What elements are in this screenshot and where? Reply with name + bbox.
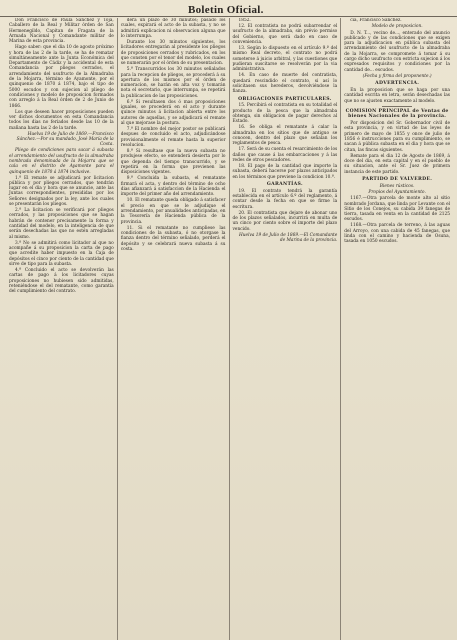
paragraph: 8.ª Si resultase que la nueva subasta no produjese efecto, se entenderá desierta por lo que dependa del tiempo transcurrido, y se repetirá en la forma que previenen las disposiciones vigentes. — [120, 149, 226, 176]
section-heading: PARTIDO DE VALVERDE. — [362, 176, 433, 182]
paragraph: 15. Percibirá el contratista en su totalidad el producto de la pesca que la almadraba obtenga, sin obligacion de pagar derechos al Estado. — [232, 103, 338, 125]
paragraph: cia, Francisco Sánchez. — [350, 18, 402, 23]
paragraph: D. N. T..., vecino de..., enterado del anuncio publicado y de las condiciones que se exigen para la adjudicacion en pública subasta del arrendamiento del usufructo de la almadraba de la Mojarra, se compromete á tomar á su cargo dicho usufructo con estricta sujecion á los expresados requisitos y condiciones por la cantidad de... escudos. — [344, 30, 450, 73]
section-heading: OBLIGACIONES PARTICULARES. — [238, 96, 332, 102]
page-title: Boletin Oficial. — [188, 4, 264, 16]
paragraph: Durante los 30 minutos siguientes, los licitadores entregarán al presidente los pliegos de proposiciones cerrados y rubricados, en los que consten por el tenor del modelo, los cuales se numerarán por el órden de su presentacion. — [120, 39, 226, 67]
paragraph: Por disposicion del Sr. Gobernador civil de esta provincia, y en virtud de las leyes de primero de mayo de 1855 y once de julio de 1856 é instrucciones para su cumplimiento, se sacan á pública subasta en el dia y hora que se citan, las fincas siguientes. — [344, 121, 450, 153]
paragraph: 7.ª El nombre del mejor postor se publicará despues de concluido el acto, adjudicándose provisionalmente el remate hasta la superior resolucion. — [120, 127, 226, 149]
paragraph: dera un plazo de 30 minutos; pasado los cuales, expirará el acto de la subasta, y no se admitirá explicacion ni observacion alguna que lo interrumpa. — [120, 18, 226, 39]
paragraph: 3.ª No se admitirá como licitador al que no acompañe á su proposicion la carta de pago que acredite haber impuesto en la Caja de depósitos el cinco por ciento de la cantidad que sirve de tipo para la subasta. — [9, 240, 114, 267]
paragraph: 10. El rematante queda obligado á satisfacer el precio en que se le adjudique el arrendamiento, por anualidades anticipadas, en la Tesorería de Hacienda pública de la provincia. — [120, 198, 226, 225]
column-1 — [6, 18, 118, 640]
paragraph: 17. Será de su cuenta el resarcimiento de los daños que cause á las embarcaciones y á las redes de otros pescadores. — [232, 147, 338, 163]
paragraph: 16. Se obliga el rematante á calar la almadraba en los sitios que de antiguo se conocen, dentro del plazo que señalan los reglamentos de pesca. — [232, 125, 338, 147]
paragraph: 1.ª El remate se adjudicará por licitacion pública y por pliegos cerrados, que tendrán lugar en el dia y hora que se anuncie, ante las Juntas correspondientes, presididas por los Señores designados por la ley, ante los cuales se presentarán los pliegos. — [9, 175, 114, 208]
paragraph: 2.ª La licitacion se verificará por pliegos cerrados, y las proposiciones que se hagan habrán de contener precisamente la forma y cantidad del modelo, en la inteligencia de que serán desechadas las que no estén arregladas al mismo. — [9, 208, 114, 240]
column-3 — [230, 18, 342, 640]
divider — [382, 106, 412, 107]
section-heading: GARANTÍAS. — [266, 181, 303, 187]
section-heading: ADVERTENCIA. — [375, 81, 420, 87]
paragraph: 18. El pago de la cantidad que importe la subasta, deberá hacerse por plazos anticipados en los términos que previene la condicion 10.ª. — [232, 164, 338, 180]
paragraph: Remate para el dia 12 de Agosto de 1869, á doce del dia, en esta capital y en el pueblo de su situacion, ante el Sr. Juez de primera instancia de este partido. — [344, 153, 450, 175]
paragraph: 12. El contratista no podrá subarrendar el usufructo de la almadraba, sin prévio permiso del Gobierno, que será dado en caso de conveniencia. — [232, 24, 338, 45]
paragraph: 1852. — [238, 18, 251, 23]
column-4 — [341, 18, 453, 640]
paragraph: Modelo de proposicion. — [371, 24, 423, 30]
paragraph: 19. El contrato tendrá la garantía establecida en el artículo 6.º del reglamento, á contar desde la fecha en que se firme la escritura. — [232, 188, 338, 210]
paragraph: 14. En caso de muerte del contratista, quedará rescindido el contrato, si así lo solicitasen sus herederos, devolviéndose la fianza. — [232, 73, 338, 95]
paragraph: 13. Según lo dispuesto en el artículo 9.º del mismo Real decreto, el contrato no podrá someterse á juicio arbitral, y las cuestiones que pudieran suscitarse se resolverán por la via administrativa. — [232, 46, 338, 73]
paragraph: En la proposicion que se haga por una cantidad escrita en letra, serán desechadas las que no se ajusten exactamente al modelo. — [344, 88, 450, 104]
paragraph: 1168.—Otra parcela de terreno, á las aguas del Arroyo, con una cabida de 45 fanegas, que linda con el camino y hacienda de Osuna, tasada en 1050 escudos. — [344, 223, 450, 245]
paragraph: Don Francisco de Paula Sánchez y Toja, Caballero de la Real y Militar órden de San Hermenegildo, Capitan de Fragata de la Armada Nacional y Comandante militar de Marina de esta provincia. — [9, 18, 114, 45]
columns — [6, 18, 453, 640]
paragraph: 4.ª Concluido el acto se devolverán las cartas de pago á los licitadores cuyas proposiciones no hubiesen sido admitidas, reteniéndose el del rematante, como garantía del cumplimiento del contrato. — [9, 268, 114, 295]
signature-line: Huelva 19 de Julio de 1869.—Francisco Sánchez.—Por su mandado, José María de la Costa. — [16, 131, 114, 148]
paragraph: Los que deseen hacer proposiciones pueden ver dichos documentos en esta Comandancia todos los dias no feriados desde las 10 de la mañana hasta las 2 de la tarde. — [9, 109, 114, 131]
column-2 — [118, 18, 230, 640]
paragraph: 9.ª Concluida la subasta, el rematante firmará el acta, y dentro del término de ocho dias afianzará á satisfaccion de la Hacienda el importe del primer año del arrendamiento. — [120, 176, 226, 198]
paragraph: 11. Si el rematante no cumpliese las condiciones de la subasta, ó no otorgase la fianza dentro del término señalado, perderá el depósito y se celebrará nueva subasta á su costa. — [120, 225, 226, 252]
paragraph: 5.ª Transcurridos los 30 minutos señalados para la recepcion de pliegos, se procederá á su apertura de los mismos por el órden de numeracion, se harán en alta voz y tomarán nota el secretario, que interrumpa, se repetirá la publicacion de las proposiciones. — [120, 67, 226, 99]
paragraph: Bienes rústicos. — [379, 183, 415, 189]
paragraph: 1167.—Otra parcela de monte alto al sitio nombrado Jordana, que linda por Levante con el Sitio de los Conejos, su cabida 39 fanegas de tierra, tasada en venta en la cantidad de 2125 escudos. — [344, 196, 450, 223]
paragraph: Propios del Ayuntamiento. — [368, 189, 426, 195]
paragraph: 6.ª Si resultasen dos ó mas proposiciones iguales, se procederá en el acto y durante quince minutos á licitacion abierta entre los autores de aquellas, y se adjudicará el remate al que mejorase la postura. — [120, 99, 226, 127]
signature-line: Huelva 19 de Julio de 1869.—El Comandante de Marina de la provincia. — [239, 232, 338, 243]
masthead — [0, 0, 457, 17]
paragraph: Pliego de condiciones para sacar á subasta el arrendamiento del usufructo de la almadraba nombrada denominada de la Mojarra que se cala en el distrito de Ayamonte para el quinquenio de 1870 á 1874 inclusive. — [9, 148, 114, 175]
paragraph: Hago saber: que el dia 10 de agosto próximo y hora de las 2 de la tarde, se ha de rematar simultáneamente ante la Junta Económica del Departamento de Cádiz y la accidental de esta Comandancia por pliegos cerrados, el arrendamiento del usufructo de la Almadraba de la Mojarra, término de Ayamonte, por el quinquenio de 1870 á 1874, bajo el tipo de 5000 escudos y con sujecion al pliego de condiciones y modelo de proposicion formados con arreglo á la Real órden de 2 de Junio de 1866. — [9, 45, 114, 109]
paragraph: (Fecha y firma del proponente.) — [362, 73, 432, 79]
section-heading: COMISION PRINCIPAL de Ventas de bienes Nacionales de la provincia. — [345, 108, 449, 120]
paragraph: 20. El contratista que dejare de abonar uno de los plazos señalados, incurrirá en multa de un cinco por ciento sobre el importe del plazo vencido. — [232, 210, 338, 232]
